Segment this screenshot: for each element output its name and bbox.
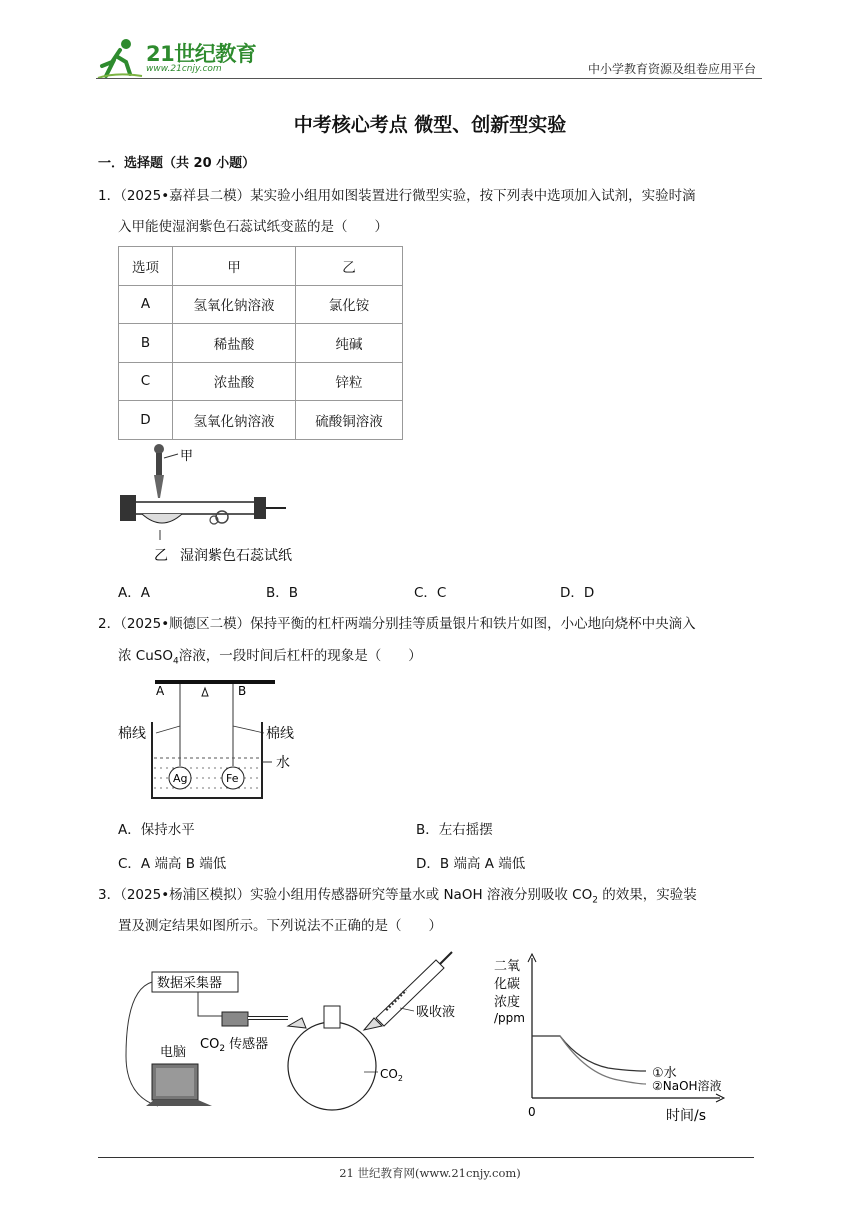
q1-option-d[interactable]: D．D <box>560 585 595 601</box>
footer-divider <box>98 1157 754 1158</box>
table-cell: C <box>119 362 173 401</box>
table-cell: 氢氧化钠溶液 <box>173 285 296 324</box>
table-cell: 氯化铵 <box>296 285 403 324</box>
y-label-1: 二氧 <box>494 959 521 974</box>
reaction-well <box>142 514 182 523</box>
q1-line1: 1．（2025•嘉祥县二模）某实验小组用如图装置进行微型实验，按下列表中选项加入试剂，实验时滴 <box>98 188 696 204</box>
glass-tube <box>134 502 262 514</box>
left-stopper <box>120 495 136 521</box>
table-cell: 纯碱 <box>296 324 403 363</box>
label-cotton-left: 棉线 <box>118 726 146 742</box>
beaker <box>152 722 262 798</box>
syringe-plunger <box>440 952 452 964</box>
page-title: 中考核心考点 微型、创新型实验 <box>293 114 567 136</box>
right-stopper <box>254 497 266 519</box>
q3-line2: 置及测定结果如图所示。下列说法不正确的是（ ） <box>118 918 442 934</box>
logo-text: 21世纪教育 <box>146 42 257 66</box>
y-label-3: 浓度 <box>494 995 521 1010</box>
x-axis-label: 时间/s <box>666 1108 707 1124</box>
label-sensor: $CO_2$ 传感器 <box>200 1037 269 1054</box>
q1-option-a[interactable]: A．A <box>118 585 150 601</box>
flask-neck <box>324 1006 340 1028</box>
table-row <box>119 247 403 286</box>
q3-line1: 3．（2025•杨浦区模拟）实验小组用传感器研究等量水或 NaOH 溶液分别吸收 $CO_2$ 的效果，实验装 <box>98 887 697 906</box>
table-header: 甲 <box>173 247 296 286</box>
q1-table <box>118 246 403 440</box>
dropper-bulb <box>154 444 164 454</box>
table-cell: A <box>119 285 173 324</box>
label-litmus: 湿润紫色石蕊试纸 <box>180 548 292 564</box>
label-absorb: 吸收液 <box>416 1005 456 1020</box>
table-cell: 氢氧化钠溶液 <box>173 401 296 440</box>
table-cell: 浓盐酸 <box>173 362 296 401</box>
label-co2: $CO_2$ <box>380 1067 403 1083</box>
label-ag: Ag <box>173 772 188 785</box>
dropper-stem <box>156 453 162 475</box>
computer-keyboard <box>146 1100 212 1106</box>
q1-option-c[interactable]: C．C <box>414 585 447 601</box>
label-collector: 数据采集器 <box>157 976 223 991</box>
q3-co2-chart <box>488 950 728 1130</box>
table-row <box>119 324 403 363</box>
sensor-box <box>222 1012 248 1026</box>
q3-apparatus-figure <box>118 946 468 1132</box>
label-cotton-right: 棉线 <box>266 726 294 742</box>
header-divider <box>96 78 762 79</box>
q2-option-c[interactable]: C．A 端高 B 端低 <box>118 856 227 872</box>
round-flask <box>288 1022 376 1110</box>
fulcrum <box>202 688 208 696</box>
q2-option-b[interactable]: B．左右摇摆 <box>416 822 493 838</box>
y-label-4: /ppm <box>494 1011 525 1025</box>
table-cell: 硫酸铜溶液 <box>296 401 403 440</box>
table-row <box>119 401 403 440</box>
dropper-tip <box>154 475 164 498</box>
origin-label: 0 <box>528 1105 536 1119</box>
label-a: A <box>156 684 165 698</box>
label-fe: Fe <box>226 772 239 785</box>
header-right-text: 中小学教育资源及组卷应用平台 <box>587 62 756 76</box>
q2-option-a[interactable]: A．保持水平 <box>118 822 195 838</box>
table-cell: B <box>119 324 173 363</box>
runner-icon <box>96 36 144 80</box>
series-naoh-line <box>560 1036 646 1084</box>
label-computer: 电脑 <box>160 1045 187 1060</box>
table-cell: D <box>119 401 173 440</box>
table-cell: 锌粒 <box>296 362 403 401</box>
table-header: 选项 <box>119 247 173 286</box>
table-row <box>119 285 403 324</box>
lever-bar <box>155 680 275 684</box>
q1-apparatus-figure <box>114 440 324 570</box>
y-label-2: 化碳 <box>494 977 521 992</box>
table-cell: 稀盐酸 <box>173 324 296 363</box>
section-heading: 一．选择题（共 20 小题） <box>98 156 256 171</box>
q1-line2: 入甲能使湿润紫色石蕊试纸变蓝的是（ ） <box>118 219 388 235</box>
label-yi: 乙 <box>154 548 168 564</box>
legend-naoh: ②NaOH溶液 <box>652 1079 722 1093</box>
table-header: 乙 <box>296 247 403 286</box>
jia-pointer <box>164 454 178 458</box>
logo-url: www.21cnjy.com <box>146 64 222 74</box>
logo <box>96 36 266 80</box>
q2-lever-figure <box>118 676 308 806</box>
label-water: 水 <box>276 755 290 771</box>
side-neck-left <box>288 1018 306 1028</box>
q2-option-d[interactable]: D．B 端高 A 端低 <box>416 856 526 872</box>
table-row <box>119 362 403 401</box>
label-jia: 甲 <box>180 449 194 464</box>
q2-line2: 浓 CuSO$_4$溶液，一段时间后杠杆的现象是（ ） <box>118 648 422 667</box>
series-water-line <box>532 1036 646 1071</box>
footer-text: 21 世纪教育网(www.21cnjy.com) <box>339 1166 521 1180</box>
legend-water: ①水 <box>652 1066 677 1081</box>
label-b: B <box>238 684 247 698</box>
q1-option-b[interactable]: B．B <box>266 585 299 601</box>
cable-sensor <box>198 992 222 1016</box>
q2-line1: 2．（2025•顺德区二模）保持平衡的杠杆两端分别挂等质量银片和铁片如图，小心地向烧杯中央滴入 <box>98 616 696 632</box>
